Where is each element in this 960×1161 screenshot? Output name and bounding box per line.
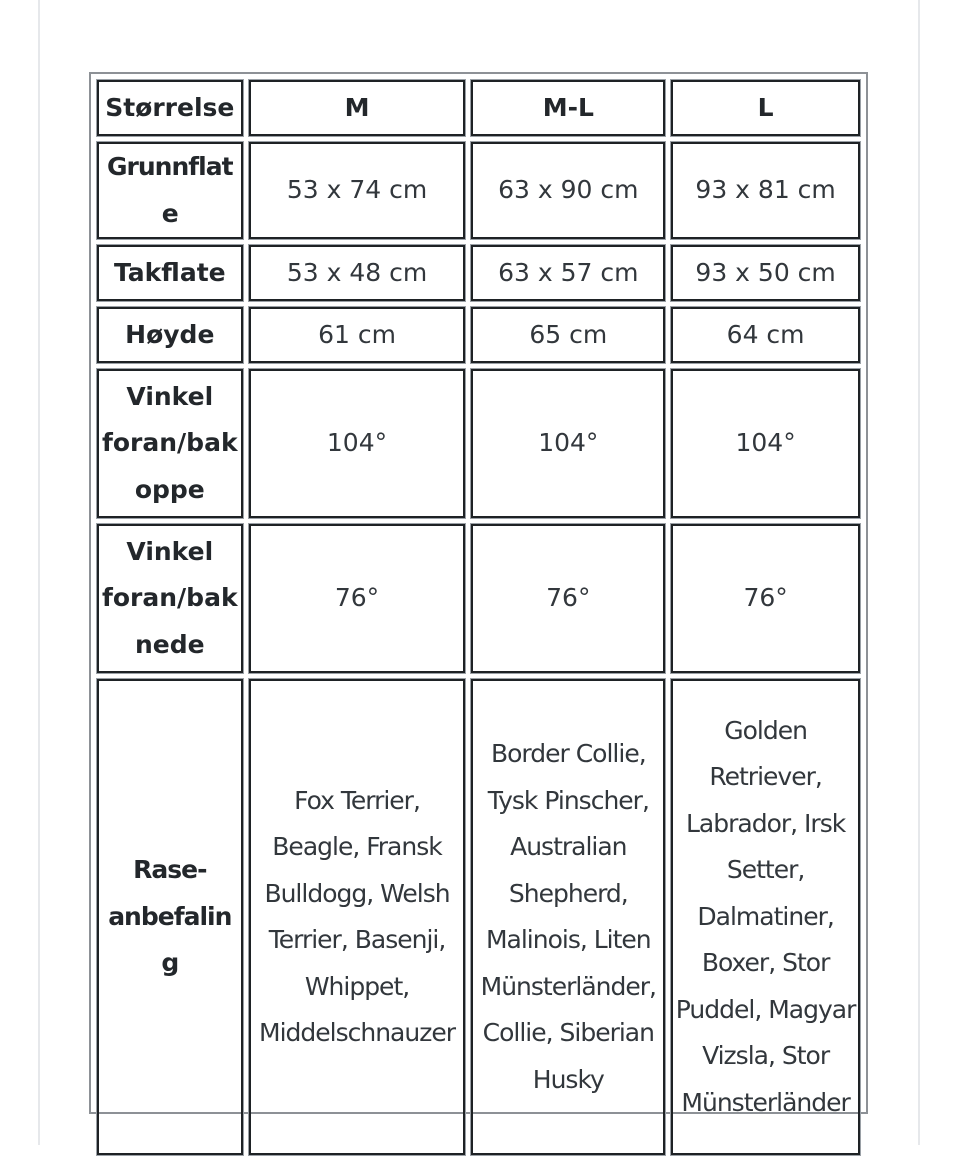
- table-cell: 93 x 81 cm: [671, 142, 860, 239]
- column-header-l: L: [671, 80, 860, 136]
- table-row-base-area: [97, 142, 860, 239]
- table-row-angle-bottom: [97, 524, 860, 673]
- table-cell: Golden Retriever, Labrador, Irsk Setter, Dalmatiner, Boxer, Stor Puddel, Magyar Vizsla, Stor Münsterländer: [671, 679, 860, 1155]
- page-edge-right: [918, 0, 920, 1145]
- row-header-height: Høyde: [97, 307, 243, 363]
- row-header-size: Størrelse: [97, 80, 243, 136]
- table-cell: 61 cm: [249, 307, 466, 363]
- size-table-container: [89, 72, 868, 1117]
- table-cell: 76°: [249, 524, 466, 673]
- table-cell: 53 x 48 cm: [249, 245, 466, 301]
- table-row-angle-top: [97, 369, 860, 518]
- table-row-height: [97, 307, 860, 363]
- size-table: [91, 74, 866, 1161]
- page-edge-left: [38, 0, 40, 1145]
- table-cell: 93 x 50 cm: [671, 245, 860, 301]
- row-header-angle-top: Vinkel foran/bak oppe: [97, 369, 243, 518]
- table-cell: 53 x 74 cm: [249, 142, 466, 239]
- column-header-m: M: [249, 80, 466, 136]
- row-header-breed-recommendation: Rase-anbefaling: [97, 679, 243, 1155]
- table-cell: 104°: [471, 369, 665, 518]
- table-cell: 64 cm: [671, 307, 860, 363]
- table-cell: 65 cm: [471, 307, 665, 363]
- row-header-roof-area: Takflate: [97, 245, 243, 301]
- table-row-size: [97, 80, 860, 136]
- table-cell: Fox Terrier, Beagle, Fransk Bulldogg, Welsh Terrier, Basenji, Whippet, Middelschnauzer: [249, 679, 466, 1155]
- table-row-roof-area: [97, 245, 860, 301]
- row-header-base-area: Grunnflate: [97, 142, 243, 239]
- column-header-m-l: M-L: [471, 80, 665, 136]
- table-cell: 63 x 57 cm: [471, 245, 665, 301]
- row-header-angle-bottom: Vinkel foran/bak nede: [97, 524, 243, 673]
- table-cell: 63 x 90 cm: [471, 142, 665, 239]
- table-cell: 104°: [249, 369, 466, 518]
- table-cell: 76°: [471, 524, 665, 673]
- table-cell: 104°: [671, 369, 860, 518]
- table-cell: 76°: [671, 524, 860, 673]
- table-cell: Border Collie, Tysk Pinscher, Australian Shepherd, Malinois, Liten Münsterländer, Collie, Siberian Husky: [471, 679, 665, 1155]
- table-row-breed-recommendation: [97, 679, 860, 1155]
